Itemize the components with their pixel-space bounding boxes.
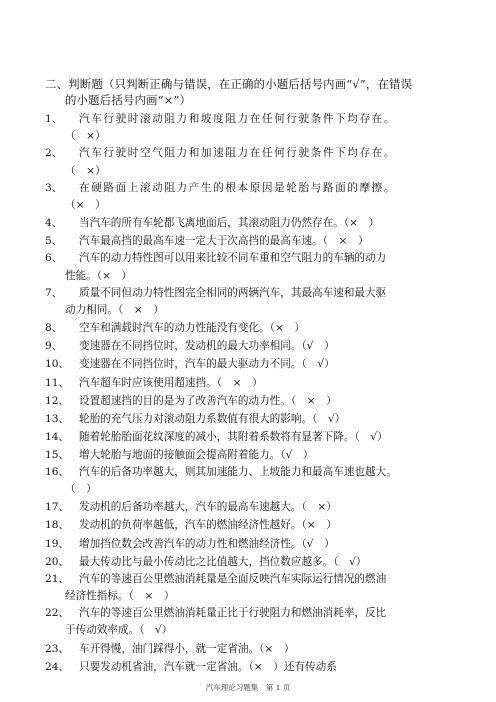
section-heading <box>45 76 465 108</box>
question-item <box>45 464 470 498</box>
question-item <box>45 553 470 571</box>
question-number: 22、 <box>45 607 70 620</box>
question-text-continued: （ ×） <box>65 130 106 143</box>
question-text-continued: 经济性指标。（ × ） <box>65 589 175 602</box>
question-text: 随着轮胎胎面花纹深度的减小，其附着系数将有显著下降。（ √） <box>79 430 388 443</box>
question-number: 17、 <box>45 501 70 514</box>
question-text: 汽车的等速百公里燃油消耗量是全面反映汽车实际运行情况的燃油 <box>79 572 387 585</box>
question-number: 7、 <box>45 286 63 299</box>
question-number: 14、 <box>45 430 70 443</box>
question-list <box>45 111 470 676</box>
question-text: 变速器在不同挡位时，发动机的最大功率相同。（√ ） <box>79 340 335 353</box>
question-item <box>45 355 470 373</box>
question-text: 当汽车的所有车轮都飞离地面后，其滚动阻力仍然存在。（× ） <box>79 217 380 230</box>
question-item <box>45 145 470 179</box>
question-number: 11、 <box>45 376 70 389</box>
question-number: 19、 <box>45 537 70 550</box>
question-item <box>45 516 470 534</box>
question-number: 24、 <box>45 660 70 673</box>
question-number: 21、 <box>45 572 70 585</box>
question-text: 最大传动比与最小传动比之比值越大，挡位数应越多。（ √） <box>79 555 367 568</box>
question-text: 质量不同但动力特性图完全相同的两辆汽车，其最高车速和最大驱 <box>79 286 387 299</box>
question-item <box>45 337 470 355</box>
question-text: 汽车行驶时空气阻力和加速阻力在任何行驶条件下均存在。 <box>79 147 397 160</box>
question-number: 1、 <box>45 113 63 125</box>
question-item <box>45 250 470 284</box>
question-text: 增大轮胎与地面的接触面会提高附着能力。（√ ） <box>79 448 314 461</box>
question-item <box>45 658 470 676</box>
question-text-continued: 动力相同。（ × ） <box>65 304 164 317</box>
question-item <box>45 410 470 428</box>
question-number: 13、 <box>45 412 70 425</box>
heading-line-2: 的小题后括号内画“×”） <box>65 93 192 107</box>
question-text: 轮胎的充气压力对滚动阻力系数值有很大的影响。（ √） <box>79 412 346 425</box>
question-item <box>45 535 470 553</box>
question-number: 20、 <box>45 555 70 568</box>
question-text: 设置超速挡的目的是为了改善汽车的动力性。（ × ） <box>79 394 337 407</box>
question-number: 2、 <box>45 147 63 160</box>
question-text: 变速器在不同挡位时，汽车的最大驱动力不同。（ √） <box>79 358 335 371</box>
question-item <box>45 428 470 446</box>
question-text-continued: （ ） <box>65 483 97 496</box>
question-item <box>45 374 470 392</box>
question-text: 增加挡位数会改善汽车的动力性和燃油经济性。（√ ） <box>79 537 335 550</box>
question-item <box>45 111 470 145</box>
question-item <box>45 285 470 319</box>
question-text-continued: （× ） <box>65 199 106 212</box>
question-item <box>45 571 470 605</box>
question-item <box>45 640 470 658</box>
question-item <box>45 214 470 232</box>
question-number: 6、 <box>45 252 63 265</box>
heading-line-1: 二、判断题（只判断正确与错误，在正确的小题后括号内画“√”，在错误 <box>45 77 413 91</box>
question-text: 汽车行驶时滚动阻力和坡度阻力在任何行驶条件下均存在。 <box>79 113 397 125</box>
question-number: 16、 <box>45 465 70 478</box>
question-item <box>45 180 470 214</box>
question-text: 汽车的后备功率越大，则其加速能力、上坡能力和最高车速也越大。 <box>79 465 397 478</box>
question-item <box>45 605 470 639</box>
question-number: 18、 <box>45 519 70 532</box>
question-number: 3、 <box>45 181 63 194</box>
question-text: 车开得慢，油门踩得小，就一定省油。（× ） <box>79 642 295 655</box>
question-text-continued: （ ×） <box>65 164 106 177</box>
question-number: 12、 <box>45 394 70 407</box>
question-text: 发动机的后备功率越大，汽车的最高车速越大。（ ×） <box>79 501 337 514</box>
question-text-continued: 性能。（× ） <box>65 269 133 282</box>
question-text: 在硬路面上滚动阻力产生的根本原因是轮胎与路面的摩擦。 <box>79 181 397 194</box>
question-number: 4、 <box>45 217 63 230</box>
question-item <box>45 232 470 250</box>
question-number: 15、 <box>45 448 70 461</box>
question-text: 汽车的动力特性图可以用来比较不同车重和空气阻力的车辆的动力 <box>79 252 387 265</box>
question-text: 只要发动机省油，汽车就一定省油。（× ）还有传动系 <box>79 660 337 673</box>
question-number: 8、 <box>45 322 63 335</box>
question-text: 空车和满载时汽车的动力性能没有变化。（× ） <box>79 322 306 335</box>
question-number: 10、 <box>45 358 70 371</box>
question-number: 23、 <box>45 642 70 655</box>
question-item <box>45 319 470 337</box>
question-number: 5、 <box>45 235 63 248</box>
question-item <box>45 498 470 516</box>
question-number: 9、 <box>45 340 63 353</box>
question-text: 发动机的负荷率越低，汽车的燃油经济性越好。（× ） <box>79 519 337 532</box>
question-text: 汽车超车时应该使用超速挡。（ × ） <box>79 376 263 389</box>
page-footer: 汽车理论习题集 第 1 页 <box>205 683 291 692</box>
question-text-continued: 于传动效率成。（ √） <box>65 624 173 637</box>
question-text: 汽车的等速百公里燃油消耗量正比于行驶阻力和燃油消耗率，反比 <box>79 607 387 620</box>
question-text: 汽车最高挡的最高车速一定大于次高挡的最高车速。（ × ） <box>79 235 369 248</box>
question-item <box>45 446 470 464</box>
question-item <box>45 392 470 410</box>
